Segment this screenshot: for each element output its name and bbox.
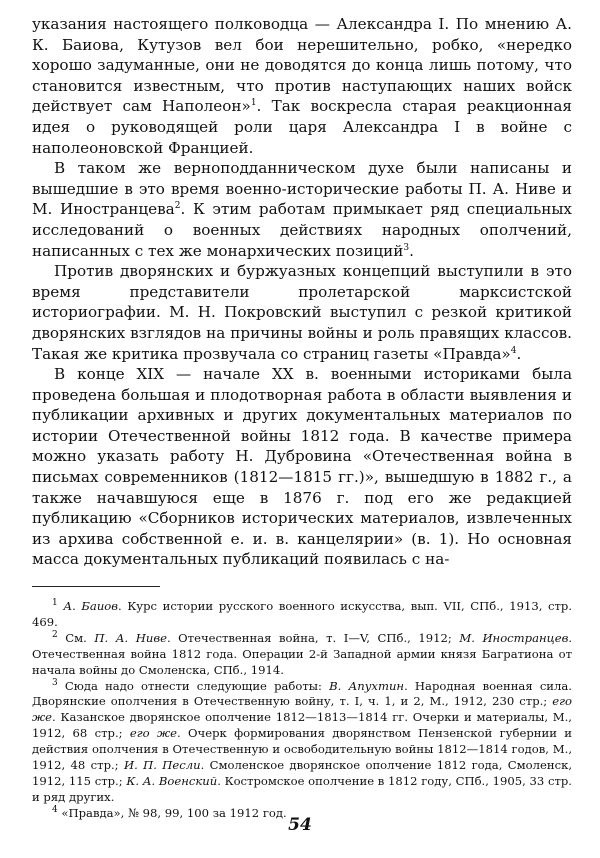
footnote-ref-4[interactable]: 4: [510, 345, 517, 356]
footnote-1: $^1$ А. Баиов. Курс истории русского военного искусства, вып. VII, СПб., 1913, стр. 469.: [32, 598, 573, 629]
paragraph-2: В таком же верноподданническом духе были написаны и вышедшие в это время военно-исторические работы П. А. Ниве и М. Иностранцева$^2$. К этим работам примыкает ряд специальных исследований о военных действиях народных ополчений, написанных с тех же монархических позиций$^3$.: [32, 159, 572, 260]
page-content: [32, 14, 572, 822]
paragraph-1: указания настоящего полководца — Александра I. По мнению А. К. Баиова, Кутузов вел бои нерешительно, робко, «нередко хорошо задуманные, они не доводятся до конца лишь потому, что становится известным, что против наступающих наших войск действует сам Наполеон»$^1$. Так воскресла старая реакционная идея о руководящей роли царя Александра I в войне с наполеоновской Францией.: [32, 15, 572, 157]
footnote-2: $^2$ См. П. А. Ниве. Отечественная война, т. I—V, СПб., 1912; М. Иностранцев. Отечественная война 1812 года. Операции 2-й Западной армии князя Багратиона от начала войны до Смоленска, СПб., 1914.: [32, 629, 573, 677]
footnote-divider: [32, 586, 160, 587]
footnotes: [32, 599, 572, 822]
footnote-3: $^3$ Сюда надо отнести следующие работы: В. Апухтин. Народная военная сила. Дворянские ополчения в Отечественную войну, т. I, ч. 1, и 2, М., 1912, 230 стр.; его же. Казанское дворянское ополчение 1812—1813—1814 гг. Очерки и материалы, М., 1912, 68 стр.; его же. Очерк формирования дворянством Пензенской губернии и действия ополчения в Отечественную и освободительную войны 1812—1814 годов, М., 1912, 48 стр.; И. П. Песли. Смоленское дворянское ополчение 1812 года, Смоленск, 1912, 115 стр.; К. А. Военский. Костромское ополчение в 1812 году, СПб., 1905, 33 стр. и ряд других.: [32, 677, 573, 804]
footnote-ref-2[interactable]: 2: [174, 201, 181, 212]
main-text: [32, 14, 572, 570]
paragraph-4: В конце XIX — начале XX в. военными историками была проведена большая и плодотворная работа в области выявления и публикации архивных и других документальных материалов по истории Отечественной войны 1812 года. В качестве примера можно указать работу Н. Дубровина «Отечественная война в письмах современников (1812—1815 гг.)», вышедшую в 1882 г., а также начавшуюся еще в 1876 г. под его же редакцией публикацию «Сборников исторических материалов, извлеченных из архива собственной е. и. в. канцелярии» (в. 1). Но основная масса документальных публикаций появилась с на-: [32, 365, 572, 569]
paragraph-3: Против дворянских и буржуазных концепций выступили в это время представители пролетарской марксистской историографии. М. Н. Покровский выступил с резкой критикой дворянских взглядов на причины войны и роль правящих классов. Такая же критика прозвучала со страниц газеты «Правда»$^4$.: [32, 262, 572, 363]
page-number: 54: [288, 815, 312, 835]
footnote-ref-3[interactable]: 3: [403, 242, 410, 253]
footnote-4: $^4$ «Правда», № 98, 99, 100 за 1912 год.: [52, 804, 287, 820]
footnote-ref-1[interactable]: 1: [250, 98, 257, 109]
